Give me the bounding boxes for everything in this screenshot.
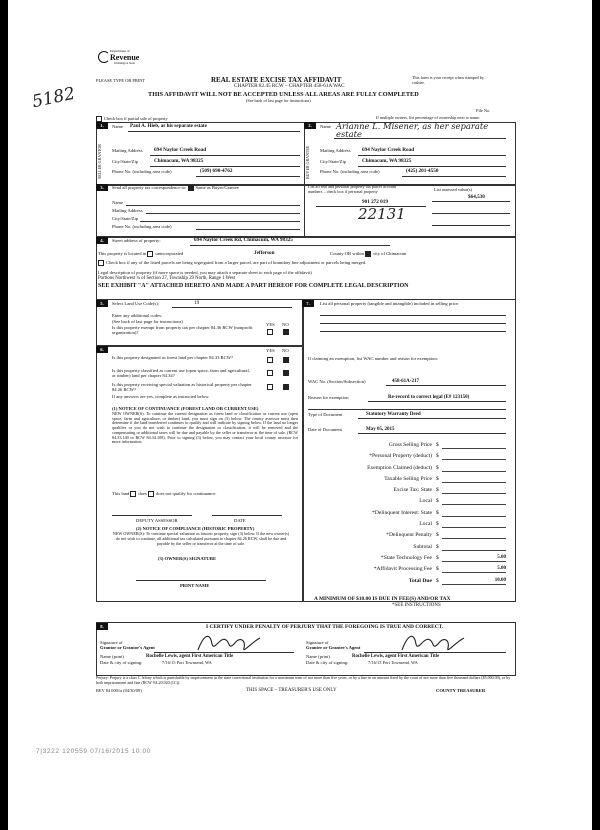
doc-type-value[interactable]: Statutory Warranty Deed <box>366 412 421 417</box>
tax-line-label: *State Technology Fee <box>380 554 432 561</box>
sec5-yes-checkbox[interactable] <box>267 329 275 335</box>
sec5-no-checkbox[interactable] <box>283 329 291 335</box>
buyer-name-label: Name <box>320 124 331 129</box>
additional-codes: Enter any additional codes: <box>112 313 163 318</box>
dollar-sign: $ <box>436 453 439 460</box>
doc-date-value[interactable]: May 05, 2015 <box>366 427 395 432</box>
unincorporated-checkbox[interactable] <box>147 251 153 257</box>
compliance-body: NEW OWNER(S): To continue special valuation as historic property, sign (3) below. If the new owner(s) do not wish to continue, all additional tax calculated pursuant to chapter 84.26 RCW, shall be due and payable by the seller or transferor at the time of sale. <box>112 531 290 546</box>
dollar-sign: $ <box>436 554 439 561</box>
land-use-label: Select Land Use Code(s): <box>112 301 160 306</box>
county-treasurer: COUNTY TREASURER <box>436 688 486 693</box>
tax-line-label: *Affidavit Processing Fee <box>373 566 432 573</box>
tax-line <box>308 465 512 476</box>
q1-yes-checkbox[interactable] <box>267 357 275 363</box>
sec6-q3: Is this property receiving special valuation as historical property per chapter 84.26 RCW? <box>112 382 252 393</box>
sec6-q1: Is this property designated as forest land per chapter 84.33 RCW? <box>112 355 234 360</box>
buyer-mailing-label: Mailing Address <box>320 148 351 153</box>
located-line: This property is located in unincorporated <box>98 251 184 257</box>
doc-type-label: Type of Document <box>308 412 343 417</box>
dollar-sign: $ <box>436 498 439 505</box>
dollar-sign: $ <box>436 509 439 516</box>
grantor-name-print[interactable]: Rochelle Lewis, agent First American Title <box>146 654 234 659</box>
tax-line-value[interactable]: 5.00 <box>497 566 506 572</box>
section-8-number: 8. <box>96 623 108 630</box>
dollar-sign: $ <box>436 442 439 448</box>
recording-stamp: 7|3222 120559 07/16/2015 10:00 <box>36 748 152 755</box>
county-value[interactable]: Jefferson <box>254 250 275 256</box>
dollar-sign: $ <box>436 577 439 584</box>
tax-line-label: Gross Selling Price <box>388 442 432 448</box>
print-name-label: PRINT NAME <box>180 583 210 588</box>
dollar-sign: $ <box>436 532 439 539</box>
seller-phone-label: Phone No. (including area code) <box>112 169 172 174</box>
treasurer-note: THIS SPACE – TREASURER'S USE ONLY <box>246 688 337 693</box>
tax-line-label: *Delinquent Penalty <box>386 532 432 539</box>
tax-line-label: *Delinquent Interest: State <box>372 509 432 516</box>
grantee-date-label: Date & city of signing: <box>306 660 349 665</box>
send-to-label: Send all property tax correspondence to: Same as Buyer/Grantee <box>112 185 239 191</box>
parcel-instructions: List all real and personal property tax parcel account numbers – check box if personal property <box>308 184 397 194</box>
send-city-label: City/State/Zip <box>112 216 139 221</box>
seller-side-label: SELLER GRANTOR <box>97 144 102 180</box>
scan-border-right <box>592 0 600 830</box>
seller-phone[interactable]: (509) 690-4762 <box>200 168 233 174</box>
dollar-sign: $ <box>436 464 439 471</box>
does-not-checkbox[interactable] <box>148 491 154 497</box>
section-7-number: 7. <box>302 300 314 307</box>
q3-yes-checkbox[interactable] <box>267 384 275 390</box>
tax-line-label: Exemption Claimed (deduct) <box>367 464 432 471</box>
grantor-date-label: Date & city of signing: <box>100 660 143 665</box>
grantee-name-label: Name (print) <box>306 654 330 659</box>
tax-line <box>308 532 512 543</box>
personal-property-label: List all personal property (tangible and intangible) included in selling price. <box>320 301 460 306</box>
tax-line <box>308 510 512 521</box>
continuance-title: (1) NOTICE OF CONTINUANCE (FOREST LAND OR CURRENT USE) <box>112 406 259 411</box>
send-mailing-label: Mailing Address <box>112 208 143 213</box>
scan-border-left <box>0 0 8 830</box>
minimum-note: A MINIMUM OF $10.00 IS DUE IN FEE(S) AND/OR TAX <box>314 596 451 602</box>
land-qualify-line: This land does does not qualify for continuance. <box>112 491 217 497</box>
receipt-note: This form is your receipt when stamped by cashier. <box>412 75 484 85</box>
grantor-name-label: Name (print) <box>100 654 124 659</box>
tax-line <box>308 442 512 453</box>
section-3-box <box>96 184 516 238</box>
city-checkbox[interactable] <box>365 251 371 257</box>
tax-line <box>308 566 512 577</box>
street-label: Street address of property: <box>112 238 161 243</box>
grantee-date-city[interactable]: 7/16/15 Port Townsend, WA <box>368 660 418 665</box>
handwritten-file-number: 5182 <box>30 83 77 113</box>
section-4-number: 4. <box>96 237 108 244</box>
handwritten-parcel: 22131 <box>358 205 406 223</box>
dollar-sign: $ <box>436 566 439 573</box>
street-address[interactable]: 694 Naylor Creek Rd, Chimacum, WA 98325 <box>194 237 293 243</box>
sec6-note: If any answers are yes, complete as instructed below. <box>112 394 210 399</box>
seller-city[interactable]: Chimacum, WA 98325 <box>154 158 204 164</box>
dor-logo: Department of Revenue Washington State <box>98 50 158 66</box>
tax-line <box>308 498 512 509</box>
rev-number: REV 84 0001a (04/30/09) <box>96 688 142 693</box>
sec6-yes: YES <box>266 348 275 353</box>
exempt-question: Is this property exempt from property tax per chapter 84.36 RCW (nonprofit organization)? <box>112 325 253 336</box>
q1-no-checkbox[interactable] <box>283 357 291 363</box>
section-1-number: 1. <box>96 122 108 129</box>
county-suffix: County OR within city of Chimacum <box>330 251 407 257</box>
tax-calculation <box>308 442 512 589</box>
form-title: REAL ESTATE EXCISE TAX AFFIDAVIT <box>211 76 342 84</box>
wac-label: WAC No. (Section/Subsection) <box>308 379 366 384</box>
deputy-assessor-label: DEPUTY ASSESSOR <box>136 518 178 523</box>
seller-mailing[interactable]: 694 Naylor Creek Road <box>154 147 207 153</box>
sec6-q2: Is this property classified as current use (open space, farm and agricultural, or timber) land per chapter 84.34? <box>112 368 250 379</box>
dollar-sign: $ <box>436 487 439 494</box>
continuance-body: NEW OWNER(S): To continue the current designation as forest land or classification as current use (open space, farm and agriculture, or timber) land, you must sign on (3) below. The county assessor must then determine if the land transferred continues to qualify and will indicate by signing below. If the land no longer qualifies or you do not wish to continue the designation or classification, it will be removed and the compensating or additional taxes will be due and payable by the seller or transferor at the time of sale. (RCW 84.33.140 or RCW 84.34.108). Prior to signing (3) below, you may contact your local county assessor for more information. <box>112 411 298 445</box>
owner-signature-label: (3) OWNER(S) SIGNATURE <box>158 556 217 561</box>
seller-mailing-label: Mailing Address <box>112 148 143 153</box>
see-instructions: *SEE INSTRUCTIONS <box>392 603 441 608</box>
tax-line-label: Total Due <box>408 577 432 584</box>
grantor-date-city[interactable]: 7/16/15 Port Townsend, WA <box>162 660 212 665</box>
grantee-name-print[interactable]: Rochelle Lewis, agent First American Title <box>352 654 440 659</box>
dollar-sign: $ <box>436 475 439 482</box>
tax-line-value[interactable]: 10.00 <box>494 577 506 583</box>
print-note: PLEASE TYPE OR PRINT <box>96 78 146 83</box>
tax-line-value[interactable]: 5.00 <box>497 554 506 560</box>
does-checkbox[interactable] <box>130 491 136 497</box>
tax-line-label: *Personal Property (deduct) <box>369 453 432 460</box>
wac-value[interactable]: 458-61A-217 <box>392 379 419 384</box>
sec5-no: NO <box>282 322 289 327</box>
buyer-mailing[interactable]: 694 Naylor Creek Road <box>362 147 415 153</box>
buyer-phone-label: Phone No. (including area code) <box>320 169 380 174</box>
certify-statement: I CERTIFY UNDER PENALTY OF PERJURY THAT THE FOREGOING IS TRUE AND CORRECT. <box>206 624 444 630</box>
tax-line-label: Local <box>419 498 432 505</box>
q3-no-checkbox[interactable] <box>283 384 291 390</box>
q2-yes-checkbox[interactable] <box>267 370 275 376</box>
tax-line <box>308 555 512 566</box>
form-chapter: CHAPTER 82.45 RCW – CHAPTER 458-61A WAC <box>234 83 345 89</box>
legal-label: Legal description of property (if more space is needed, you may attach a separate sheet to each page of the affidavit) <box>98 270 312 275</box>
compliance-title: (2) NOTICE OF COMPLIANCE (HISTORIC PROPERTY) <box>136 526 255 531</box>
file-no-label: File No. <box>476 108 491 113</box>
tax-line-label: Taxable Selling Price <box>384 475 432 482</box>
tax-line <box>308 578 512 589</box>
seller-name[interactable]: Paul A. Hieb, as his separate estate <box>130 123 207 129</box>
buyer-name-handwritten[interactable]: Arianne L. Misener, as her separate estate <box>336 121 489 139</box>
exhibit-note: SEE EXHIBIT "A" ATTACHED HERETO AND MADE A PART HEREOF FOR COMPLETE LEGAL DESCRIPTION <box>98 283 409 289</box>
assessed-label: List assessed value(s) <box>434 187 473 192</box>
section-3-number: 3. <box>96 184 108 191</box>
parcel-number[interactable]: 901 272 019 <box>362 199 388 205</box>
send-phone-label: Phone No. (including area code) <box>112 224 172 229</box>
tax-line <box>308 521 512 532</box>
segregated-checkbox[interactable] <box>98 260 104 266</box>
reason-value[interactable]: Re-record to correct legal (E# 123150) <box>388 395 470 400</box>
tax-line-label: Subtotal <box>413 543 432 550</box>
same-as-buyer-checkbox[interactable] <box>188 185 194 191</box>
section-2-number: 2. <box>304 122 316 129</box>
assessed-value[interactable]: $64,530 <box>468 194 485 200</box>
grantor-sig-label: Signature of Grantor or Grantor's Agent <box>100 640 155 651</box>
form-warning: THIS AFFIDAVIT WILL NOT BE ACCEPTED UNLESS ALL AREAS ARE FULLY COMPLETED <box>148 91 419 98</box>
claim-note: If claiming an exemption, list WAC number and reason for exemption: <box>308 356 438 361</box>
buyer-city[interactable]: Chimacum, WA 98325 <box>362 158 412 164</box>
buyer-side-label: BUYER GRANTEE <box>305 145 310 179</box>
buyer-phone[interactable]: (425) 201-4550 <box>406 168 439 174</box>
doc-date-label: Date of Document <box>308 427 342 432</box>
perjury-note: Perjury: Perjury is a class C felony which is punishable by imprisonment in the state correctional institution for a maximum term of not more than five years, or by a fine in an amount fixed by the court of not more than five thousand dollars ($5,000.00), or by both imprisonment and fine (RCW 9A.20.020 (1C)). <box>96 675 511 685</box>
segregated-line: Check box if any of the listed parcels are being segregated from a larger parcel, are part of boundary line adjustment or parcels being merged. <box>98 260 366 266</box>
tax-line <box>308 487 512 498</box>
seller-city-label: City/State/Zip <box>112 159 139 164</box>
tax-line <box>308 453 512 464</box>
legal-description[interactable]: Portions Northwest ¼ of Section 27, Township 29 North, Range 1 West <box>98 276 236 281</box>
assessor-date-label: DATE <box>234 518 246 523</box>
multiple-owners-note: If multiple owners, list percentage of ownership next to name. <box>376 115 481 120</box>
sec6-no: NO <box>282 348 289 353</box>
grantee-sig-label: Signature of Grantee or Grantee's Agent <box>306 640 361 651</box>
see-back-note: (See back of last page for instructions) <box>246 98 311 103</box>
section-5-number: 5. <box>96 300 108 307</box>
dollar-sign: $ <box>436 543 439 550</box>
reason-label: Reason for exemption <box>308 395 349 400</box>
land-use-see-back: (See back of last page for instructions) <box>112 319 183 324</box>
tax-line <box>308 476 512 487</box>
section-6-number: 6. <box>96 346 108 353</box>
q2-no-checkbox[interactable] <box>283 370 291 376</box>
seller-name-label: Name <box>112 124 123 129</box>
sec5-yes: YES <box>266 322 275 327</box>
land-use-code[interactable]: 19 <box>194 300 200 306</box>
buyer-city-label: City/State/Zip <box>320 159 347 164</box>
send-name-label: Name <box>112 200 123 205</box>
dollar-sign: $ <box>436 521 439 528</box>
tax-line <box>308 544 512 555</box>
tax-line-label: Excise Tax: State <box>393 487 432 494</box>
partial-sale[interactable]: Check box if partial sale of property <box>96 116 168 122</box>
tax-line-label: Local <box>419 521 432 528</box>
